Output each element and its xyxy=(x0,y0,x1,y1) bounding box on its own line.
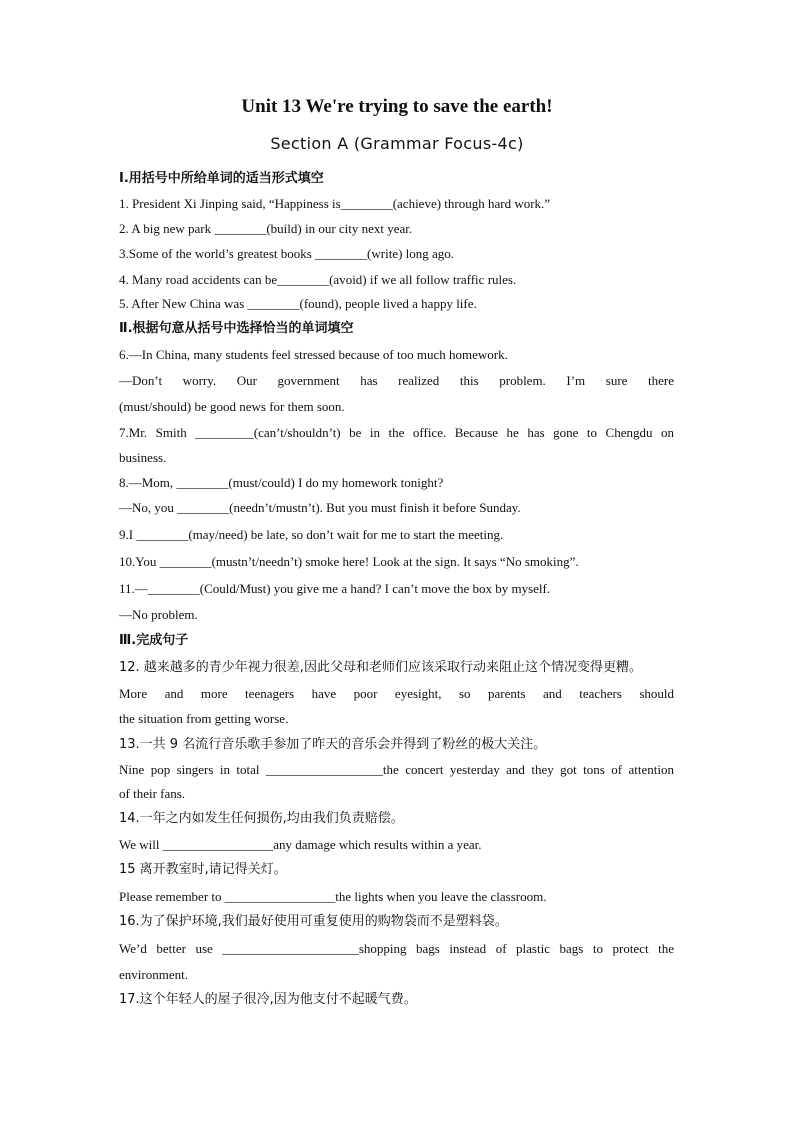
question-14-line-1: We will _________________any damage which results within a year. xyxy=(119,837,482,852)
question-17-chinese: 17.这个年轻人的屋子很冷,因为他支付不起暖气费。 xyxy=(119,992,417,1007)
question-6-line-2: —Don’t worry. Our government has realized this problem. I’m sure there xyxy=(119,373,674,388)
question-4: 4. Many road accidents can be________(avoid) if we all follow traffic rules. xyxy=(119,272,517,287)
page-subtitle: Section A (Grammar Focus-4c) xyxy=(270,134,524,153)
section-heading-3: Ⅲ.完成句子 xyxy=(119,633,189,648)
question-13-chinese: 13.一共 9 名流行音乐歌手参加了昨天的音乐会并得到了粉丝的极大关注。 xyxy=(119,737,547,752)
question-11-line-2: —No problem. xyxy=(119,607,198,622)
section-heading-1: Ⅰ.用括号中所给单词的适当形式填空 xyxy=(119,171,324,186)
question-12-line-1: More and more teenagers have poor eyesight, so parents and teachers should xyxy=(119,686,674,701)
page-title: Unit 13 We're trying to save the earth! xyxy=(241,96,553,117)
question-14-chinese: 14.一年之内如发生任何损伤,均由我们负责赔偿。 xyxy=(119,811,404,826)
question-7-line-1: 7.Mr. Smith _________(can’t/shouldn’t) be in the office. Because he has gone to Chengdu on xyxy=(119,425,674,440)
question-10: 10.You ________(mustn’t/needn’t) smoke here! Look at the sign. It says “No smoking”. xyxy=(119,554,579,569)
question-16-chinese: 16.为了保护环境,我们最好使用可重复使用的购物袋而不是塑料袋。 xyxy=(119,914,508,929)
question-16-line-2: environment. xyxy=(119,967,188,982)
question-1: 1. President Xi Jinping said, “Happiness is________(achieve) through hard work.” xyxy=(119,196,551,211)
question-3: 3.Some of the world’s greatest books ________(write) long ago. xyxy=(119,246,455,261)
question-16-line-1: We’d better use _____________________shopping bags instead of plastic bags to protect the xyxy=(119,941,674,956)
question-15-chinese: 15 离开教室时,请记得关灯。 xyxy=(119,862,287,877)
question-12-line-2: the situation from getting worse. xyxy=(119,711,289,726)
question-8-line-2: —No, you ________(needn’t/mustn’t). But you must finish it before Sunday. xyxy=(119,500,521,515)
question-2: 2. A big new park ________(build) in our city next year. xyxy=(119,221,413,236)
question-6-line-3: (must/should) be good news for them soon. xyxy=(119,399,345,414)
question-9: 9.I ________(may/need) be late, so don’t wait for me to start the meeting. xyxy=(119,527,504,542)
question-11-line-1: 11.—________(Could/Must) you give me a hand? I can’t move the box by myself. xyxy=(119,581,551,596)
question-8-line-1: 8.—Mom, ________(must/could) I do my homework tonight? xyxy=(119,475,444,490)
question-6-line-1: 6.—In China, many students feel stressed because of too much homework. xyxy=(119,347,508,362)
question-13-line-2: of their fans. xyxy=(119,786,186,801)
section-heading-2: Ⅱ.根据句意从括号中选择恰当的单词填空 xyxy=(119,321,354,336)
question-13-line-1: Nine pop singers in total __________________the concert yesterday and they got tons of attention xyxy=(119,762,674,777)
question-7-line-2: business. xyxy=(119,450,167,465)
question-12-chinese: 12. 越来越多的青少年视力很差,因此父母和老师们应该采取行动来阻止这个情况变得更糟。 xyxy=(119,660,642,675)
question-15-line-1: Please remember to _________________the lights when you leave the classroom. xyxy=(119,889,547,904)
question-5: 5. After New China was ________(found), people lived a happy life. xyxy=(119,296,477,311)
